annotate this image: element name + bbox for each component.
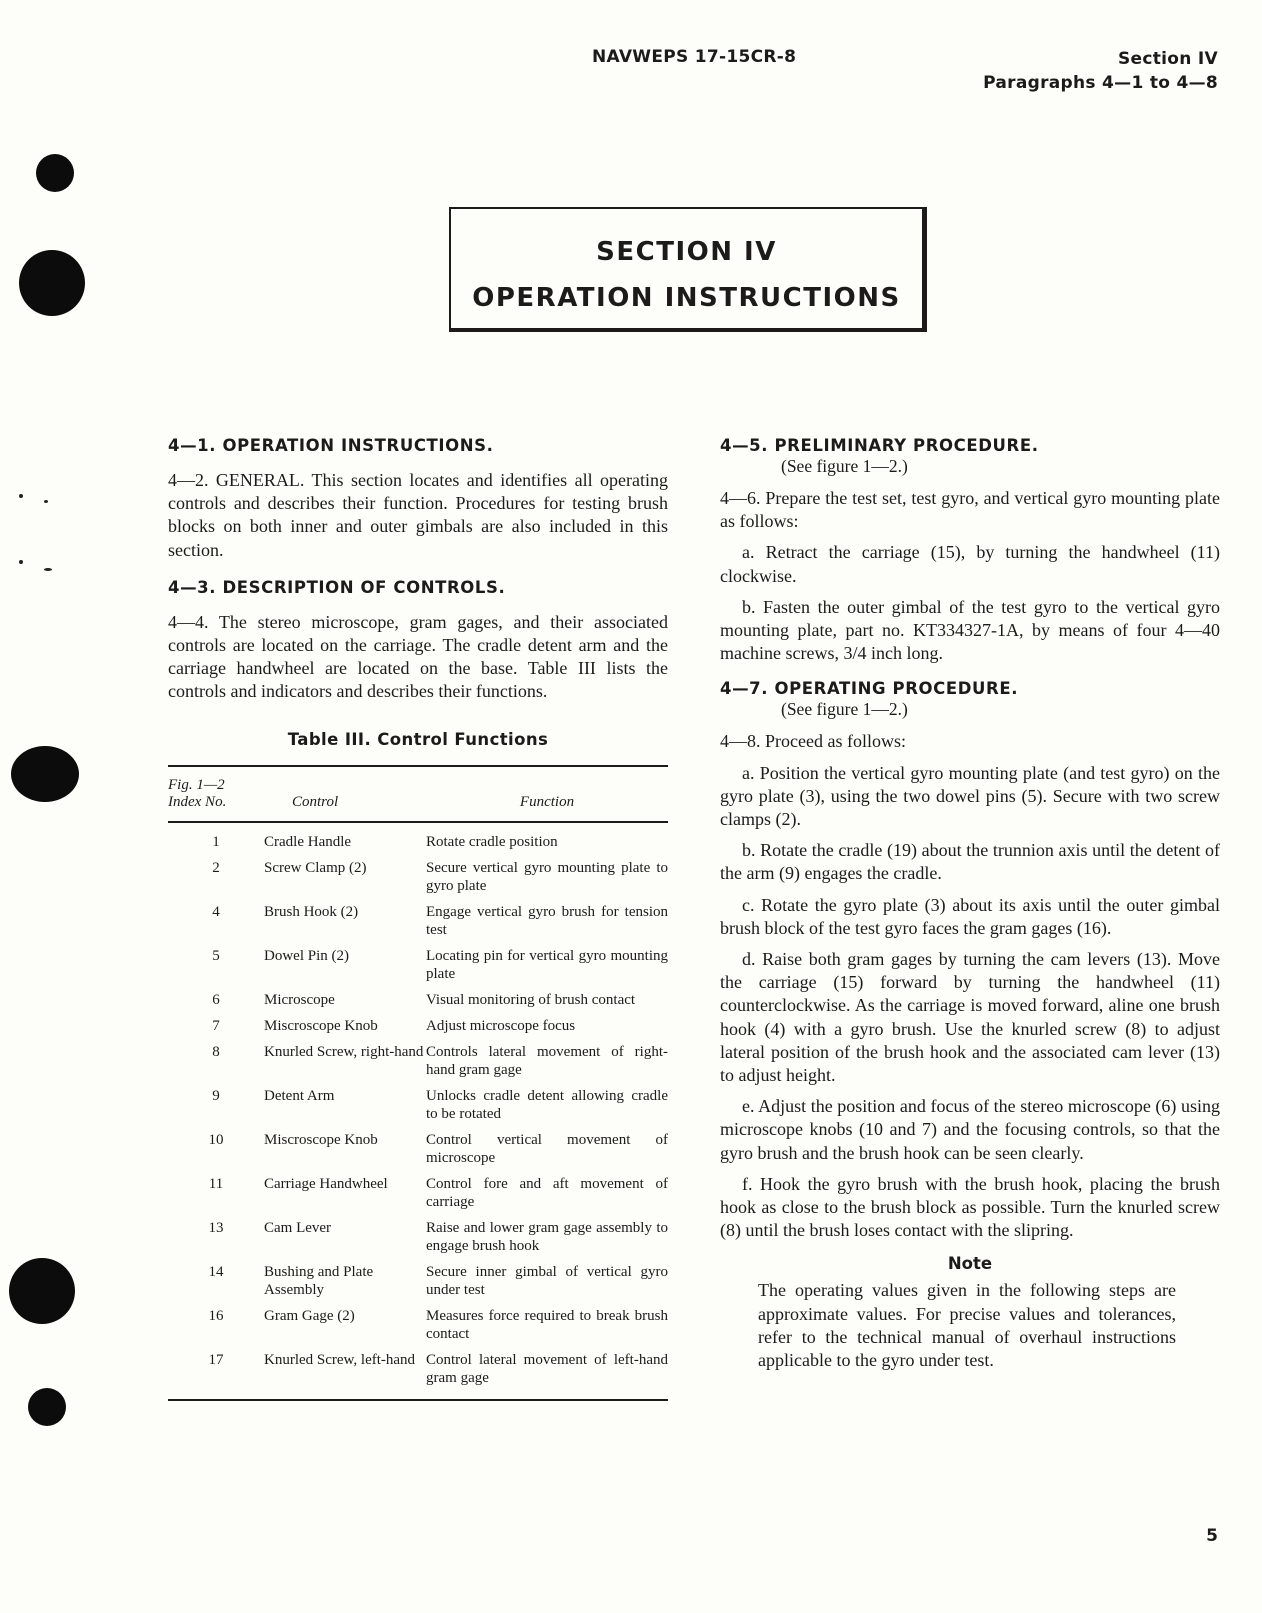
scan-speck — [44, 500, 48, 503]
row-index: 11 — [208, 1175, 224, 1192]
row-control: Cam Lever — [264, 1219, 332, 1236]
row-index: 1 — [212, 833, 220, 850]
table-row — [168, 1127, 668, 1171]
row-function: Locating pin for vertical gyro mounting plate — [426, 947, 668, 982]
row-index: 8 — [212, 1043, 220, 1060]
row-function: Secure vertical gyro mounting plate to gyro plate — [426, 859, 668, 894]
header-index-line2: Index No. — [168, 793, 227, 810]
right-column — [720, 436, 1220, 1372]
row-index: 2 — [212, 859, 220, 876]
step-4-8-f: f. Hook the gyro brush with the brush hook, placing the brush hook as close to the brush block as possible. Turn the knurled screw (8) until the brush loses contact with the slipring. — [720, 1173, 1220, 1241]
row-index: 17 — [208, 1351, 224, 1368]
scan-speck — [19, 494, 23, 498]
figure-reference: (See figure 1—2.) — [781, 699, 908, 720]
table-row — [168, 1347, 668, 1400]
paragraph-4-6: 4—6. Prepare the test set, test gyro, and vertical gyro mounting plate as follows: — [720, 488, 1220, 532]
row-function: Control fore and aft movement of carriage — [426, 1175, 668, 1210]
row-index: 9 — [212, 1087, 220, 1104]
paragraph-4-2: 4—2. GENERAL. This section locates and identifies all operating controls and describes their function. Procedures for testing brush blocks on both inner and outer gimbals are also included in this section. — [168, 470, 668, 560]
figure-reference: (See figure 1—2.) — [781, 456, 908, 476]
row-function: Controls lateral movement of right-hand gram gage — [426, 1043, 668, 1078]
row-control: Knurled Screw, left-hand — [264, 1351, 416, 1368]
table-row — [168, 987, 668, 1013]
row-control: Dowel Pin (2) — [264, 947, 349, 964]
row-control: Carriage Handwheel — [264, 1175, 388, 1192]
row-function: Unlocks cradle detent allowing cradle to be rotated — [426, 1087, 668, 1122]
note-title: Note — [947, 1254, 993, 1274]
row-control: Miscroscope Knob — [264, 1017, 378, 1034]
table-row — [168, 1259, 668, 1303]
row-index: 4 — [212, 903, 220, 920]
table-title: Table III. Control Functions — [287, 729, 549, 749]
table-row — [168, 855, 668, 899]
step-4-8-d: d. Raise both gram gages by turning the cam levers (13). Move the carriage (15) forward by turning the handwheel (11) counterclockwise. As the carriage is moved forward, aline one brush hook (4) with a gyro brush. Use the knurled screw (8) to adjust lateral position of the brush hook and the associated cam lever (13) to adjust height. — [720, 949, 1220, 1086]
table-row — [168, 1215, 668, 1259]
heading-4-7: 4—7. OPERATING PROCEDURE. — [720, 679, 1019, 699]
header-index-line1: Fig. 1—2 — [168, 776, 225, 793]
left-column — [168, 436, 668, 1401]
row-index: 7 — [212, 1017, 220, 1034]
row-control: Miscroscope Knob — [264, 1131, 378, 1148]
row-function: Engage vertical gyro brush for tension test — [426, 903, 668, 938]
heading-4-3: 4—3. DESCRIPTION OF CONTROLS. — [168, 577, 506, 597]
row-control: Detent Arm — [264, 1087, 335, 1104]
binder-hole — [9, 1258, 75, 1324]
scan-speck — [19, 560, 23, 564]
binder-hole — [28, 1388, 66, 1426]
row-control: Brush Hook (2) — [264, 903, 359, 920]
table-row — [168, 1083, 668, 1127]
section-label: Section IV — [1118, 49, 1218, 69]
table-row — [168, 899, 668, 943]
row-function: Raise and lower gram gage assembly to engage brush hook — [426, 1219, 668, 1254]
table-row — [168, 822, 668, 855]
row-function: Adjust microscope focus — [426, 1017, 576, 1034]
paragraph-4-4: 4—4. The stereo microscope, gram gages, and their associated controls are located on the carriage. The cradle detent arm and the carriage handwheel are located on the base. Table III lists the controls and indicators and describes their functions. — [168, 611, 668, 702]
header-function: Function — [519, 793, 575, 810]
binder-hole — [19, 250, 85, 316]
binder-hole — [11, 746, 79, 802]
heading-4-1: 4—1. OPERATION INSTRUCTIONS. — [168, 436, 494, 455]
row-control: Cradle Handle — [264, 833, 352, 850]
row-index: 14 — [208, 1263, 224, 1280]
table-header-row — [168, 766, 668, 822]
step-4-8-e: e. Adjust the position and focus of the stereo microscope (6) using microscope knobs (10 and 7) and the focusing controls, so that the gyro brush and the brush hook can be seen clearly. — [720, 1096, 1220, 1163]
row-index: 5 — [212, 947, 220, 964]
row-control: Bushing and Plate Assembly — [264, 1263, 374, 1298]
control-functions-table — [168, 765, 668, 1401]
row-function: Rotate cradle position — [426, 833, 558, 850]
row-control: Gram Gage (2) — [264, 1307, 355, 1324]
row-control: Microscope — [264, 991, 335, 1008]
row-index: 13 — [208, 1219, 224, 1236]
section-reference — [983, 47, 1218, 95]
paragraph-range: Paragraphs 4—1 to 4—8 — [983, 73, 1218, 93]
note-body: The operating values given in the following steps are approximate values. For precise values and tolerances, refer to the technical manual of overhaul instructions applicable to the gyro under test. — [758, 1280, 1176, 1371]
row-function: Control lateral movement of left-hand gram gage — [426, 1351, 668, 1386]
header-index — [168, 766, 264, 822]
paragraph-4-8: 4—8. Proceed as follows: — [720, 731, 906, 752]
section-title-box — [449, 207, 927, 332]
table-row — [168, 943, 668, 987]
row-control: Knurled Screw, right-hand — [264, 1043, 424, 1060]
table-row — [168, 1303, 668, 1347]
row-function: Visual monitoring of brush contact — [426, 991, 636, 1008]
binder-hole — [36, 154, 74, 192]
row-function: Measures force required to break brush contact — [426, 1307, 668, 1342]
document-id: NAVWEPS 17-15CR-8 — [592, 47, 797, 67]
row-function: Control vertical movement of microscope — [426, 1131, 668, 1166]
step-4-8-b: b. Rotate the cradle (19) about the trunnion axis until the detent of the arm (9) engages the cradle. — [720, 840, 1220, 884]
row-index: 16 — [208, 1307, 224, 1324]
heading-4-5: 4—5. PRELIMINARY PROCEDURE. — [720, 436, 1039, 455]
row-index: 10 — [208, 1131, 224, 1148]
row-index: 6 — [212, 991, 220, 1008]
table-row — [168, 1039, 668, 1083]
section-subtitle: OPERATION INSTRUCTIONS — [472, 283, 901, 313]
step-4-8-c: c. Rotate the gyro plate (3) about its axis until the outer gimbal brush block of the test gyro faces the gram gages (16). — [720, 894, 1220, 938]
table-row — [168, 1013, 668, 1039]
scan-speck — [44, 568, 52, 571]
table-row — [168, 1171, 668, 1215]
page-number: 5 — [1206, 1526, 1218, 1546]
row-function: Secure inner gimbal of vertical gyro under test — [426, 1263, 668, 1298]
table-body — [168, 822, 668, 1400]
header-control: Control — [292, 793, 339, 810]
step-4-8-a: a. Position the vertical gyro mounting plate (and test gyro) on the gyro plate (3), using the two dowel pins (5). Secure with two screw clamps (2). — [720, 762, 1220, 830]
step-4-6-a: a. Retract the carriage (15), by turning the handwheel (11) clockwise. — [720, 542, 1220, 586]
section-title: SECTION IV — [596, 237, 777, 267]
row-control: Screw Clamp (2) — [264, 859, 367, 876]
step-4-6-b: b. Fasten the outer gimbal of the test gyro to the vertical gyro mounting plate, part no. KT334327-1A, by means of four 4—40 machine screws, 3/4 inch long. — [720, 596, 1220, 664]
